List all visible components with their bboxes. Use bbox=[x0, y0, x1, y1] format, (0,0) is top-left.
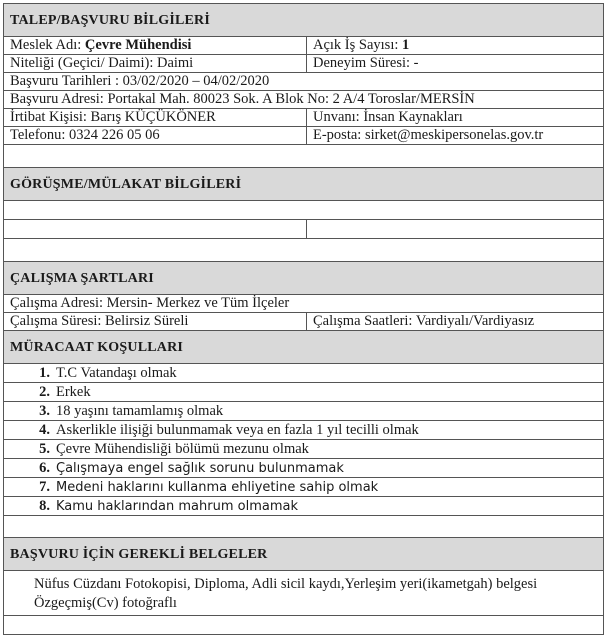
blank-row bbox=[4, 616, 603, 634]
e-posta: E-posta: sirket@meskipersonelas.gov.tr bbox=[313, 127, 544, 143]
acik-is-cell bbox=[307, 37, 603, 54]
list-item bbox=[4, 497, 603, 516]
form-row bbox=[4, 127, 603, 145]
section-header-calisma bbox=[4, 262, 603, 295]
item-text: Kamu haklarından mahrum olmamak bbox=[56, 498, 298, 514]
calisma-saatleri: Çalışma Saatleri: Vardiyalı/Vardiyasız bbox=[313, 313, 535, 329]
basvuru-tarihleri: Başvuru Tarihleri : 03/02/2020 – 04/02/2020 bbox=[10, 73, 270, 89]
item-number: 7. bbox=[39, 478, 50, 495]
section-header-muracaat bbox=[4, 331, 603, 364]
blank-row bbox=[4, 220, 603, 239]
nitelik-cell: Niteliği (Geçici/ Daimi): Daimi bbox=[4, 55, 307, 72]
basvuru-adresi: Başvuru Adresi: Portakal Mah. 80023 Sok. A Blok No: 2 A/4 Toroslar/MERSİN bbox=[10, 91, 475, 107]
acik-is-value: 1 bbox=[402, 37, 410, 53]
job-posting-form bbox=[3, 3, 604, 635]
form-row bbox=[4, 295, 603, 313]
form-row bbox=[4, 313, 603, 331]
form-row bbox=[4, 55, 603, 73]
item-number: 2. bbox=[39, 383, 50, 400]
section-title: BAŞVURU İÇİN GEREKLİ BELGELER bbox=[10, 546, 268, 562]
spacer-row bbox=[4, 239, 603, 262]
meslek-cell bbox=[4, 37, 307, 54]
item-number: 1. bbox=[39, 364, 50, 381]
item-text: Çevre Mühendisliği bölümü mezunu olmak bbox=[56, 440, 309, 457]
item-text: T.C Vatandaşı olmak bbox=[56, 364, 177, 381]
list-item bbox=[4, 402, 603, 421]
section-title: GÖRÜŞME/MÜLAKAT BİLGİLERİ bbox=[10, 176, 242, 192]
item-text: Medeni haklarını kullanma ehliyetine sahip olmak bbox=[56, 479, 379, 495]
item-text: Erkek bbox=[56, 383, 91, 400]
deneyim-cell: Deneyim Süresi: - bbox=[313, 55, 419, 71]
belgeler-text: Nüfus Cüzdanı Fotokopisi, Diploma, Adli sicil kaydı,Yerleşim yeri(ikametgah) belgesi Özgeçmiş(Cv) fotoğraflı bbox=[34, 576, 538, 611]
list-item bbox=[4, 364, 603, 383]
meslek-label: Meslek Adı: bbox=[10, 37, 82, 53]
item-number: 5. bbox=[39, 440, 50, 457]
section-header-talep bbox=[4, 4, 603, 37]
item-text: Çalışmaya engel sağlık sorunu bulunmamak bbox=[56, 460, 344, 476]
section-title: ÇALIŞMA ŞARTLARI bbox=[10, 270, 154, 286]
irtibat-kisisi: İrtibat Kişisi: Barış KÜÇÜKÖNER bbox=[4, 109, 307, 126]
section-title: MÜRACAAT KOŞULLARI bbox=[10, 339, 184, 355]
list-item bbox=[4, 459, 603, 478]
item-text: Askerlikle ilişiği bulunmamak veya en fazla 1 yıl tecilli olmak bbox=[56, 421, 419, 438]
telefon: Telefonu: 0324 226 05 06 bbox=[4, 127, 307, 144]
form-row bbox=[4, 109, 603, 127]
list-item bbox=[4, 478, 603, 497]
item-text: 18 yaşını tamamlamış olmak bbox=[56, 402, 224, 419]
calisma-suresi: Çalışma Süresi: Belirsiz Süreli bbox=[4, 313, 307, 330]
unvan: Unvanı: İnsan Kaynakları bbox=[313, 109, 463, 125]
form-row bbox=[4, 37, 603, 55]
item-number: 4. bbox=[39, 421, 50, 438]
section-title: TALEP/BAŞVURU BİLGİLERİ bbox=[10, 12, 210, 28]
acik-is-label: Açık İş Sayısı: bbox=[313, 37, 399, 53]
section-header-belgeler bbox=[4, 538, 603, 571]
list-item bbox=[4, 383, 603, 402]
spacer-row bbox=[4, 516, 603, 538]
blank-row bbox=[4, 201, 603, 220]
belgeler-row bbox=[4, 571, 603, 616]
item-number: 6. bbox=[39, 459, 50, 476]
form-row bbox=[4, 91, 603, 109]
list-item bbox=[4, 421, 603, 440]
item-number: 3. bbox=[39, 402, 50, 419]
spacer-row bbox=[4, 145, 603, 168]
section-header-gorusme bbox=[4, 168, 603, 201]
item-number: 8. bbox=[39, 497, 50, 514]
calisma-adresi: Çalışma Adresi: Mersin- Merkez ve Tüm İlçeler bbox=[10, 295, 290, 311]
list-item bbox=[4, 440, 603, 459]
meslek-value: Çevre Mühendisi bbox=[84, 37, 192, 53]
form-row bbox=[4, 73, 603, 91]
